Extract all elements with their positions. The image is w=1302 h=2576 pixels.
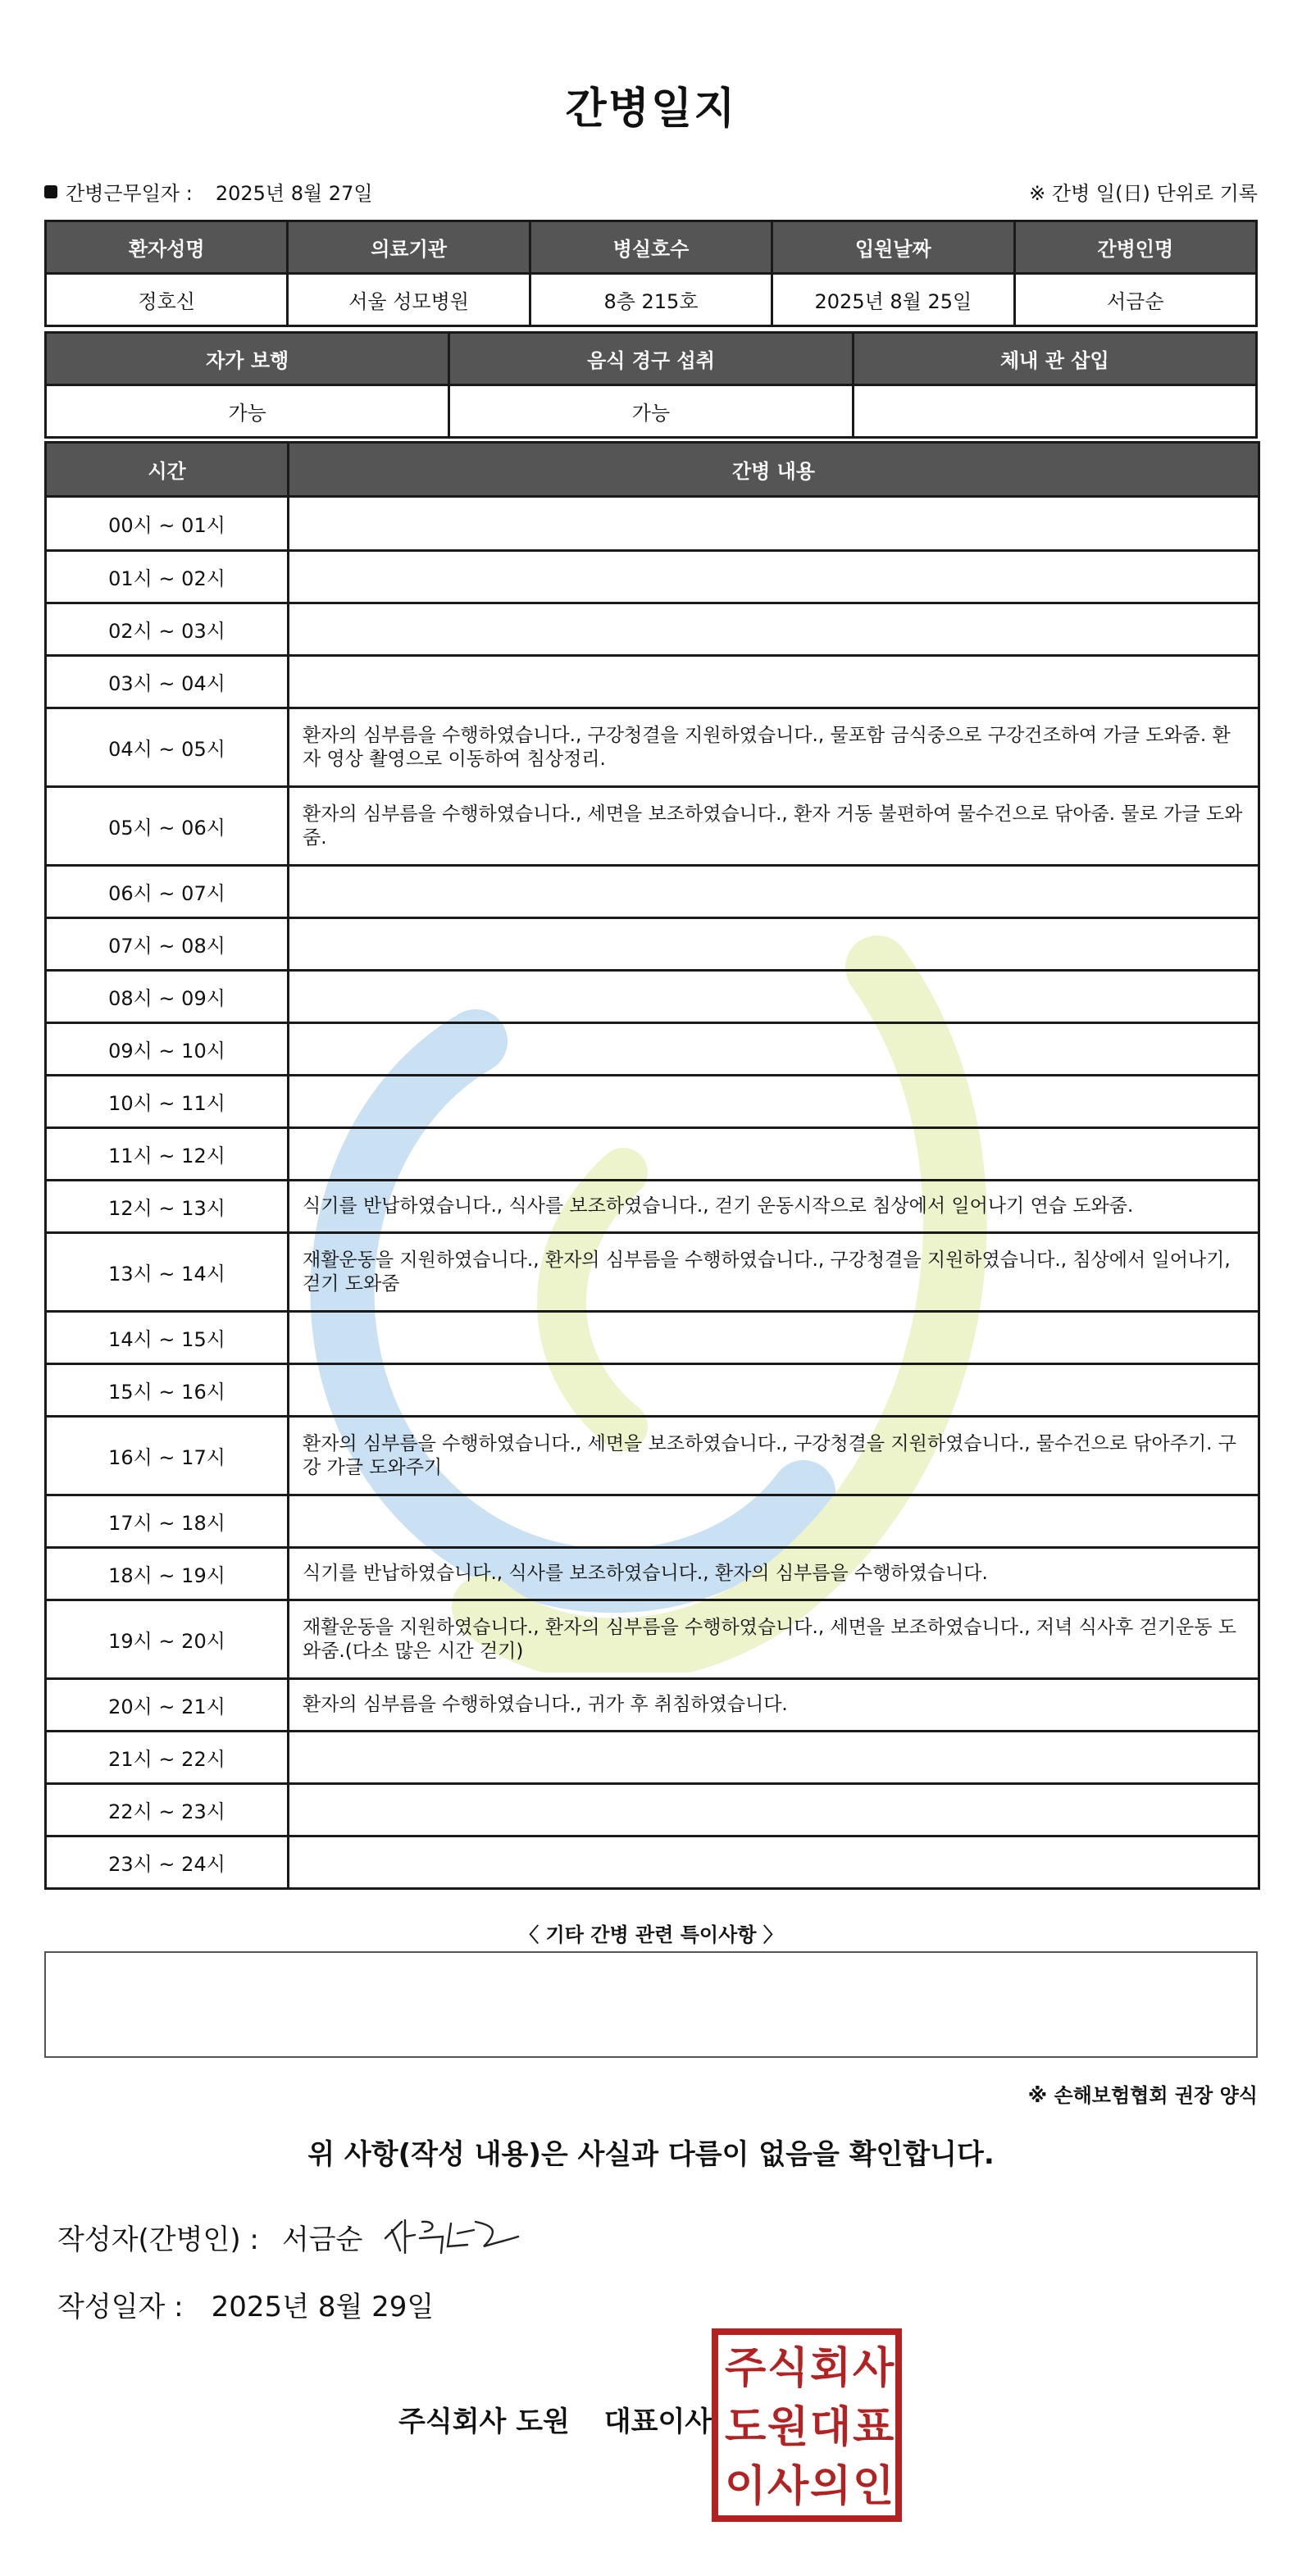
log-row	[46, 1836, 1259, 1889]
log-content: 환자의 심부름을 수행하였습니다., 세면을 보조하였습니다., 환자 거동 불편하여 물수건으로 닦아줌. 물로 가글 도와줌.	[289, 787, 1259, 866]
header-hospital: 의료기관	[288, 221, 530, 274]
meta-row	[44, 177, 1258, 210]
log-content	[289, 971, 1259, 1023]
company-line	[398, 2399, 712, 2439]
log-time: 06시 ~ 07시	[46, 866, 289, 918]
log-time: 23시 ~ 24시	[46, 1836, 289, 1889]
log-content	[289, 497, 1259, 551]
work-date-label: 간병근무일자 :	[66, 182, 193, 205]
seal-glyph: 사	[853, 2344, 895, 2393]
patient-name: 정호신	[46, 274, 288, 326]
log-row	[46, 1312, 1259, 1364]
seal-glyph: 식	[767, 2344, 809, 2393]
log-time: 00시 ~ 01시	[46, 497, 289, 551]
log-row	[46, 918, 1259, 971]
log-time: 12시 ~ 13시	[46, 1181, 289, 1233]
header-oral-intake: 음식 경구 섭취	[449, 333, 853, 385]
log-content	[289, 1312, 1259, 1364]
log-content: 재활운동을 지원하였습니다., 환자의 심부름을 수행하였습니다., 세면을 보조하였습니다., 저녁 식사후 걷기운동 도와줌.(다소 많은 시간 걷기)	[289, 1600, 1259, 1679]
bullet-square-icon	[44, 185, 57, 198]
log-time: 07시 ~ 08시	[46, 918, 289, 971]
log-time: 22시 ~ 23시	[46, 1784, 289, 1836]
hospital: 서울 성모병원	[288, 274, 530, 326]
log-content	[289, 918, 1259, 971]
seal-glyph: 인	[853, 2462, 895, 2511]
header-time: 시간	[46, 443, 289, 497]
self-walking: 가능	[46, 385, 449, 438]
log-time: 14시 ~ 15시	[46, 1312, 289, 1364]
log-row	[46, 1076, 1259, 1128]
seal-glyph: 이	[725, 2462, 767, 2511]
log-row	[46, 866, 1259, 918]
log-time: 20시 ~ 21시	[46, 1679, 289, 1732]
log-content: 식기를 반납하였습니다., 식사를 보조하였습니다., 환자의 심부름을 수행하였습니다.	[289, 1548, 1259, 1600]
log-row	[46, 656, 1259, 708]
log-time: 15시 ~ 16시	[46, 1364, 289, 1417]
patient-info-table	[44, 220, 1258, 327]
company-seal	[712, 2328, 902, 2522]
company-title: 대표이사	[603, 2405, 712, 2438]
log-time: 19시 ~ 20시	[46, 1600, 289, 1679]
log-content	[289, 1128, 1259, 1181]
author-row	[57, 2217, 362, 2257]
log-row	[46, 1181, 1259, 1233]
oral-intake: 가능	[449, 385, 853, 438]
written-date-value: 2025년 8월 29일	[211, 2291, 435, 2323]
tube-insertion	[853, 385, 1256, 438]
log-content	[289, 1076, 1259, 1128]
log-content: 환자의 심부름을 수행하였습니다., 세면을 보조하였습니다., 구강청결을 지원하였습니다., 물수건으로 닦아주기. 구강 가글 도와주기	[289, 1417, 1259, 1495]
log-row	[46, 971, 1259, 1023]
log-time: 09시 ~ 10시	[46, 1023, 289, 1076]
log-time: 03시 ~ 04시	[46, 656, 289, 708]
log-content: 환자의 심부름을 수행하였습니다., 귀가 후 취침하였습니다.	[289, 1679, 1259, 1732]
company-name: 주식회사 도원	[398, 2405, 570, 2438]
log-content	[289, 1732, 1259, 1784]
ability-table	[44, 331, 1258, 439]
work-date-value: 2025년 8월 27일	[215, 182, 373, 205]
log-content: 재활운동을 지원하였습니다., 환자의 심부름을 수행하였습니다., 구강청결을 지원하였습니다., 침상에서 일어나기, 걷기 도와줌	[289, 1233, 1259, 1312]
page-title: 간병일지	[565, 84, 737, 134]
author-label: 작성자(간병인) :	[57, 2223, 259, 2256]
header-admission-date: 입원날짜	[772, 221, 1014, 274]
unit-note: ※ 간병 일(日) 단위로 기록	[1029, 182, 1258, 205]
log-row	[46, 1548, 1259, 1600]
written-date-label: 작성일자 :	[57, 2291, 184, 2323]
log-time: 18시 ~ 19시	[46, 1548, 289, 1600]
log-content	[289, 1495, 1259, 1548]
seal-glyph: 표	[853, 2403, 895, 2452]
confirmation-text: 위 사항(작성 내용)은 사실과 다름이 없음을 확인합니다.	[307, 2138, 995, 2171]
log-row	[46, 497, 1259, 551]
log-row	[46, 1023, 1259, 1076]
log-time: 04시 ~ 05시	[46, 708, 289, 787]
log-row	[46, 1128, 1259, 1181]
log-time: 16시 ~ 17시	[46, 1417, 289, 1495]
room-number: 8층 215호	[530, 274, 772, 326]
handwritten-signature	[377, 2205, 525, 2263]
log-row	[46, 1600, 1259, 1679]
log-content	[289, 1836, 1259, 1889]
author-name: 서금순	[281, 2223, 363, 2256]
log-content	[289, 656, 1259, 708]
log-row	[46, 1417, 1259, 1495]
admission-date: 2025년 8월 25일	[772, 274, 1014, 326]
log-time: 02시 ~ 03시	[46, 603, 289, 656]
seal-glyph: 원	[767, 2403, 809, 2452]
seal-glyph: 사	[767, 2462, 809, 2511]
seal-glyph: 주	[725, 2344, 767, 2393]
header-caregiver-name: 간병인명	[1014, 221, 1256, 274]
log-content	[289, 1784, 1259, 1836]
log-content: 환자의 심부름을 수행하였습니다., 구강청결을 지원하였습니다., 물포함 금식중으로 구강건조하여 가글 도와줌. 환자 영상 촬영으로 이동하여 침상정리.	[289, 708, 1259, 787]
log-time: 10시 ~ 11시	[46, 1076, 289, 1128]
log-row	[46, 551, 1259, 603]
log-row	[46, 1679, 1259, 1732]
log-row	[46, 1364, 1259, 1417]
written-date-row	[57, 2284, 434, 2324]
log-time: 05시 ~ 06시	[46, 787, 289, 866]
log-content	[289, 603, 1259, 656]
log-content	[289, 1364, 1259, 1417]
log-time: 21시 ~ 22시	[46, 1732, 289, 1784]
log-content: 식기를 반납하였습니다., 식사를 보조하였습니다., 걷기 운동시작으로 침상에서 일어나기 연습 도와줌.	[289, 1181, 1259, 1233]
log-content	[289, 551, 1259, 603]
caregiver-name: 서금순	[1014, 274, 1256, 326]
header-care-content: 간병 내용	[289, 443, 1259, 497]
notes-box	[44, 1951, 1258, 2058]
header-patient-name: 환자성명	[46, 221, 288, 274]
log-row	[46, 1495, 1259, 1548]
log-row	[46, 1732, 1259, 1784]
log-time: 11시 ~ 12시	[46, 1128, 289, 1181]
seal-glyph: 의	[810, 2462, 852, 2511]
log-row	[46, 1233, 1259, 1312]
log-time: 08시 ~ 09시	[46, 971, 289, 1023]
header-room: 병실호수	[530, 221, 772, 274]
notes-title: 〈 기타 간병 관련 특이사항 〉	[519, 1923, 783, 1946]
log-row	[46, 603, 1259, 656]
seal-glyph: 대	[810, 2403, 852, 2452]
work-date	[44, 177, 373, 206]
log-row	[46, 708, 1259, 787]
log-time: 01시 ~ 02시	[46, 551, 289, 603]
header-self-walking: 자가 보행	[46, 333, 449, 385]
log-time: 17시 ~ 18시	[46, 1495, 289, 1548]
header-tube-insertion: 체내 관 삽입	[853, 333, 1256, 385]
seal-glyph: 회	[810, 2344, 852, 2393]
log-row	[46, 787, 1259, 866]
log-content	[289, 1023, 1259, 1076]
log-time: 13시 ~ 14시	[46, 1233, 289, 1312]
log-row	[46, 1784, 1259, 1836]
recommendation-note: ※ 손해보험협회 권장 양식	[1027, 2084, 1258, 2107]
log-content	[289, 866, 1259, 918]
seal-glyph: 도	[725, 2403, 767, 2452]
care-log-table	[44, 441, 1260, 1890]
